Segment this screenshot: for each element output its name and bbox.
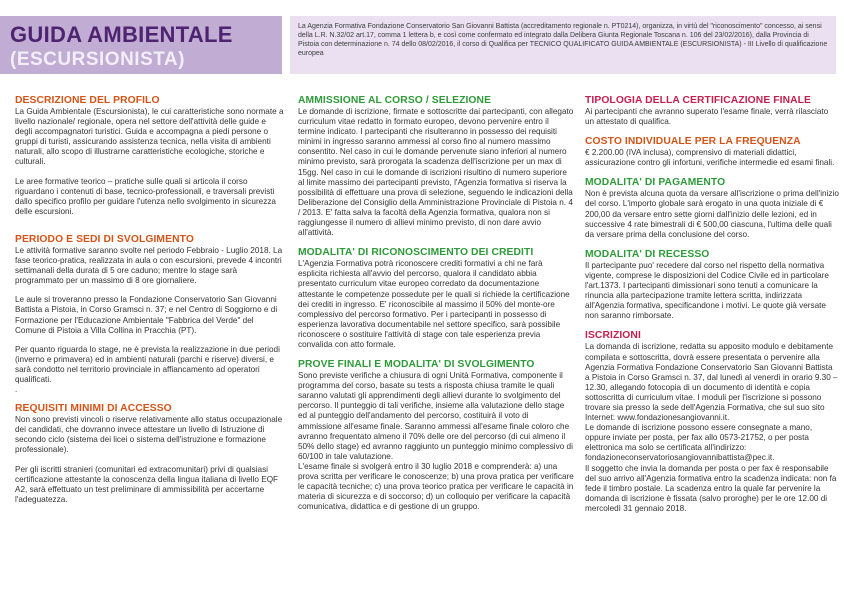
section-title-descrizione: DESCRIZIONE DEL PROFILO	[15, 95, 160, 106]
spacer	[15, 395, 285, 403]
section-dot: .	[15, 385, 18, 395]
section-title-recesso: MODALITA' DI RECESSO	[585, 248, 710, 260]
section-text: Il soggetto che invia la domanda per posta o per fax è responsabile del suo arrivo all'Agenzia formativa entro la scadenza indicata: non fa fede il timbro postale. La scadenza entro la quale far pervenire la domanda di iscrizione è fissata (salvo proroghe) per le ore 12.00 di mercoledì 31 gennaio 2018.	[585, 463, 837, 513]
title-banner	[0, 16, 282, 74]
section-text: L'esame finale si svolgerà entro il 30 luglio 2018 e comprenderà: a) una prova scritta per verificare le conoscenze; b) una prova pratica per verificare le capacità tecniche; c) una prova teorico pratica per verificare le capacità in materia di sicurezza e di soccorso; d) un colloquio per verificare la capacità comunicativa, didattica e di gestione di un gruppo.	[298, 461, 574, 512]
section-text: La domanda di iscrizione, redatta su apposito modulo e debitamente compilata e sottoscritta, dovrà essere presentata o pervenire alla Agenzia Formativa Fondazione Conservatorio San Giovanni Battista a Pistoia in Corso Gramsci n. 37, dal lunedì al venerdì in orario 9.30 – 12.30, allegando fotocopia di un documento di identità e copia sottoscritta di curriculum vitae. I moduli per l'iscrizione si possono trovare sia presso la sede dell'Agenzia Formativa, che sul suo sito Internet: www.fondazionesangiovanni.it.	[585, 342, 838, 423]
page-title: GUIDA AMBIENTALE	[10, 22, 233, 47]
section-text: Per gli iscritti stranieri (comunitari ed extracomunitari) privi di qualsiasi certificazione attestante la conoscenza della lingua italiana di livello EQF A2, sarà effettuato un test preliminare di ammissibilità per accertarne l'adeguatezza.	[15, 464, 279, 504]
section-text: Il partecipante puo' recedere dal corso nel rispetto della normativa vigente, comprese le disposizioni del Codice Civile ed in particolare l'art.1373. I partecipanti dimissionari sono tenuti a comunicare la rinuncia alla partecipazione tramite lettera scritta, indirizzata all'Agenzia formativa, specificandone i motivi. Le quote già versate non saranno rimborsate.	[585, 260, 829, 321]
section-text: La Guida Ambientale (Escursionista), le cui caratteristiche sono normate a livello nazionale/ regionale, opera nel settore dell'attività delle guide e degli accompagnatori turistici. Guida e accompagna a piedi persone o gruppi di turisti, assicurando assistenza tecnica, nella visita di ambienti naturali, allo scopo di illustrarne caratteristiche ecologiche, storiche e culturali.	[15, 107, 284, 167]
section-title-costo: COSTO INDIVIDUALE PER LA FREQUENZA	[585, 136, 801, 148]
section-text: Le domande di iscrizione, firmate e sottoscritte dai partecipanti, con allegato curriculum vitae redatto in formato europeo, devono pervenire entro il termine indicato. I partecipanti che risulteranno in possesso dei requisiti minimi in ingresso saranno ammessi al corso fino al numero massimo consentito. Nel caso in cui le domande pervenute siano inferiori al numero minimo previsto, sarà prorogata la scadenza dell'iscrizione per un max di 15gg. Nel caso in cui le domande di iscrizioni risultino di numero superiore al limite massimo dei partecipanti previsto, l'Agenzia formativa si riserva la possibilità di effettuare una prova di selezione, seguendo le indicazioni della Deliberazione del Consiglio della Amministrazione Provinciale di Pistoia n. 4 / 2013. E' fatta salva la facoltà della Agenzia formativa, qualora non si raggiungesse il numero di allievi minimo previsto, di non dare avvio all'attività.	[298, 107, 574, 238]
section-title-prove: PROVE FINALI E MODALITA' DI SVOLGIMENTO	[298, 359, 535, 371]
intro-text: La Agenzia Formativa Fondazione Conservatorio San Giovanni Battista (accreditamento regionale n. PT0214), organizza, in virtù del "riconoscimento" concesso, ai sensi della L.R. N.32/02 art.17, comma 1 lettera b, e così come confermato ed integrato dalla Delibera Giunta Regionale Toscana n. 106 del 23/02/2016), dalla Provincia di Pistoia con determinazione n. 74 dello 08/02/2016, il corso di Qualifica per TECNICO QUALIFICATO GUIDA AMBIENTALE (ESCURSIONISTA) - III Livello di qualificazione europea	[298, 23, 828, 57]
section-text: Ai partecipanti che avranno superato l'esame finale, verrà rilasciato un attestato di qualifica.	[585, 107, 829, 127]
section-text: Sono previste verifiche a chiusura di ogni Unità Formativa, componente il programma del corso, basate su tests a risposta chiusa tramite le quali saranno valutati gli apprendimenti degli allievi durante lo svolgimento del percorso. Il punteggio di tali verifiche, insieme alla valutazione dello stage ed al punteggio dell'andamento del percorso, costituirà il voto di ammissione all'esame finale. Saranno ammessi all'esame finale coloro che avranno frequentato almeno il 70% delle ore del percorso (di cui almeno il 50% dello stage) ed avranno raggiunto un punteggio minimo complessivo di 60/100 in tale valutazione.	[298, 371, 573, 461]
section-text: Le domande di iscrizione possono essere consegnate a mano, oppure inviate per posta, per fax allo 0573-21752, o per posta elettronica ma solo se certificata all'indirizzo: fondazioneconservatoriosangiovannibattista@pec.it.	[585, 423, 813, 463]
column-3	[585, 95, 839, 514]
section-title-iscrizioni: ISCRIZIONI	[585, 330, 641, 342]
section-text: L'Agenzia Formativa potrà riconoscere crediti formativi a chi ne farà esplicita richiesta all'avvio del percorso, qualora il candidato abbia presentato curriculum vitae europeo corredato da documentazione attestante le competenze possedute per le quali si richiede la certificazione dei crediti in ingresso. E' riconoscibile al massimo il 50% del monte-ore complessivo del percorso formativo. Per i partecipanti in possesso di esperienza lavorativa documentabile nel settore specifico, sarà possibile riconoscere o sostituire l'attività di stage con tale esperienza previa convalida con atto formale.	[298, 259, 570, 349]
section-title-crediti: MODALITA' DI RICONOSCIMENTO DEI CREDITI	[298, 247, 534, 259]
section-text: Le aule si troveranno presso la Fondazione Conservatorio San Giovanni Battista a Pistoia, in Corso Gramsci n. 37; e nel Centro di Soggiorno e di Formazione per l'Educazione Ambientale "Fabbrica del Verde" del Comune di Pistoia a Villa Collina in Pracchia (PT).	[15, 295, 278, 335]
section-text: Non è prevista alcuna quota da versare all'iscrizione o prima dell'inizio del corso. L'importo globale sarà erogato in una quota iniziale di € 200,00 da versare entro sette giorni dall'inizio delle lezioni, ed in successive 4 rate bimestrali di € 500,00 ciascuna, l'ultima delle quali da versare prima della conclusione del corso.	[585, 189, 839, 239]
section-title-requisiti: REQUISITI MINIMI DI ACCESSO	[15, 403, 172, 415]
section-title-tipologia: TIPOLOGIA DELLA CERTIFICAZIONE FINALE	[585, 95, 812, 106]
section-text: Le aree formative teorico – pratiche sulle quali si articola il corso riguardano i contenuti di base, tecnico-professionali, e traversali previsti dallo specifico profilo per guidare l'utenza nello svolgimento in sicurezza delle escursioni.	[15, 176, 276, 216]
spacer	[15, 226, 285, 234]
column-2	[298, 95, 574, 512]
section-text: Per quanto riguarda lo stage, ne è prevista la realizzazione in due periodi (inverno e primavera) ed in ambienti naturali (parchi e riserve) diversi, e sarà condotto nel territorio provinciale in affiancamento ad operatori qualificati.	[15, 344, 280, 384]
section-title-periodo: PERIODO E SEDI DI SVOLGIMENTO	[15, 233, 194, 245]
section-text: Le attività formative saranno svolte nel periodo Febbraio - Luglio 2018. La fase teorico-pratica, realizzata in aula o con escursioni, prevede 4 incontri settimanali della durata di 5 ore caduno; mentre lo stage sarà programmato per un massimo di 8 ore giornaliere.	[15, 245, 283, 286]
section-title-pagamento: MODALITA' DI PAGAMENTO	[585, 177, 726, 189]
section-title-ammissione: AMMISSIONE AL CORSO / SELEZIONE	[298, 95, 492, 106]
section-text: Non sono previsti vincoli o riserve relativamente allo status occupazionale dei candidati, che dovranno invece attestare un livello di Istruzione di secondo ciclo (sistema dei licei o sistema dell'istruzione e formazione professionale).	[15, 415, 283, 455]
column-1	[15, 95, 285, 505]
section-text: € 2.200.00 (IVA inclusa), comprensivo di materiali didattici, assicurazione contro gli infortuni, verifiche intermedie ed esami finali.	[585, 148, 835, 168]
page-subtitle: (ESCURSIONISTA)	[10, 49, 185, 70]
intro-banner	[290, 16, 836, 74]
